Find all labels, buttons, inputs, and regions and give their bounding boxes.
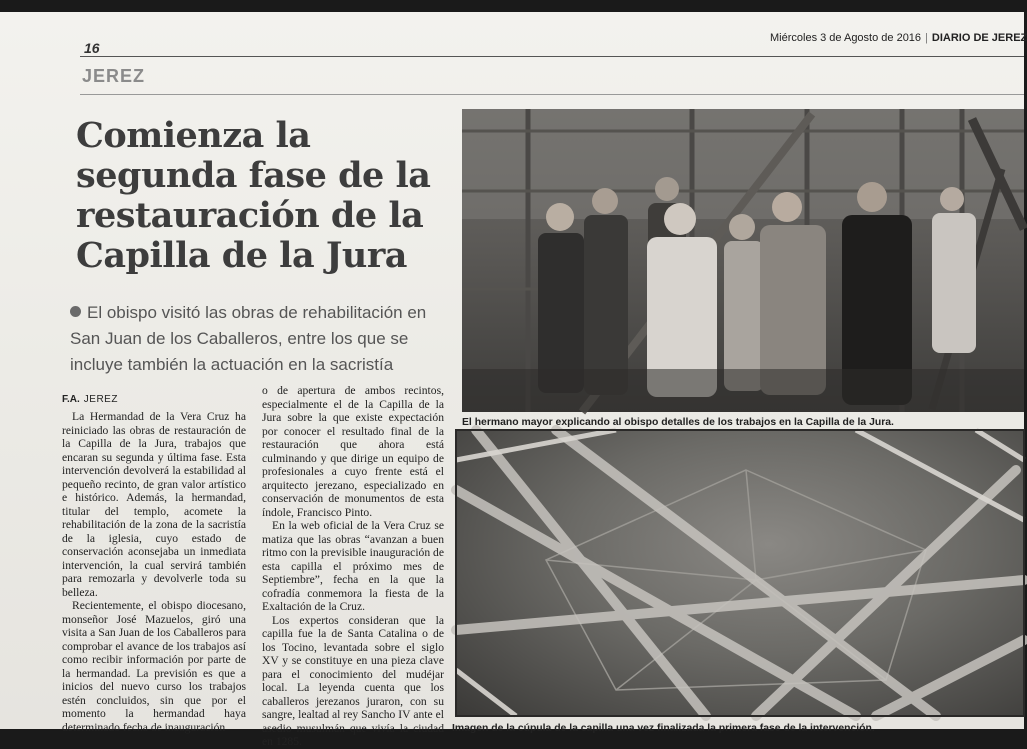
paragraph: Recientemente, el obispo diocesano, monseñor José Mazuelos, giró una visita a San Juan de los Caballeros para comprobar el avance de los trabajos así como recibir información por parte de la hermandad. La previsión es que a inicios del nuevo curso los trabajos estén concluidos, sin que por el momento la hermandad haya determinado fecha de inauguración xyxy=(62,599,246,734)
newspaper-name: DIARIO DE JEREZ xyxy=(931,32,1027,44)
byline-author: F.A. xyxy=(62,394,80,405)
dateline-separator: | xyxy=(925,32,928,44)
paragraph: Los expertos consideran que la capilla fue la de Santa Catalina o de los Tocino, levantada sobre el siglo XV y se constituye en una pieza clave para el conocimiento del mudéjar local. La leyenda cuenta que los caballeros jerezanos juraron, con su sangre, lealtad al rey Sancho IV ante el asedio musulmán que vivía la ciudad en 1285. xyxy=(262,613,444,748)
paragraph: La Hermandad de la Vera Cruz ha reiniciado las obras de restauración de la Capilla de la Jura, trabajos que encaran su segunda y última fase. Esta intervención devolverá la estabilidad al pequeño recinto, de gran valor artístico e histórico. Además, la hermandad, titular del templo, acomete la rehabilitación de la zona de la sacristía de la iglesia, cuyo estado de conservación aconsejaba un inmediata intervención, la cual servirá también para remozarla y devolverle toda su belleza. xyxy=(62,410,246,599)
article-subhead xyxy=(70,300,450,378)
photo-dome xyxy=(456,430,1024,716)
photo-caption: El hermano mayor explicando al obispo detalles de los trabajos en la Capilla de la Jura. xyxy=(462,417,894,428)
photo-caption: Imagen de la cúpula de la capilla una vez finalizada la primera fase de la intervención. xyxy=(452,723,875,734)
paragraph: En la web oficial de la Vera Cruz se matiza que las obras “avanzan a buen ritmo con la previsible inauguración de esta capilla el próximo mes de Septiembre”, fecha en la que la cofradía conmemora la fiesta de la Exaltación de la Cruz. xyxy=(262,519,444,613)
photo-visit-illustration xyxy=(462,109,1024,412)
photo-visit xyxy=(462,109,1024,412)
paragraph: o de apertura de ambos recintos, especialmente el de la Capilla de la Jura sobre la que existe expectación por conocer el resultado final de la restauración que ahora está culminando y que dirige un equipo de profesionales a cuyo frente está el arquitecto jerezano, especializado en conservación de monumentos de esta índole, Francisco Pinto. xyxy=(262,384,444,519)
dateline xyxy=(770,32,1027,44)
article-column-2 xyxy=(262,384,444,749)
section-label: JEREZ xyxy=(82,66,146,86)
article-headline: Comienza la segunda fase de la restauración de la Capilla de la Jura xyxy=(76,115,431,276)
subhead-text: El obispo visitó las obras de rehabilitación en San Juan de los Caballeros, entre los que se incluye también la actuación en la sacristía xyxy=(70,303,427,374)
issue-date: Miércoles 3 de Agosto de 2016 xyxy=(770,32,922,44)
header-rule xyxy=(80,56,1024,57)
bullet-icon xyxy=(70,306,81,317)
newspaper-page xyxy=(0,12,1027,748)
section-rule xyxy=(80,94,1024,95)
byline xyxy=(62,394,118,405)
article-column-1 xyxy=(62,410,246,734)
page-number: 16 xyxy=(84,40,100,56)
byline-city: JEREZ xyxy=(83,394,118,405)
photo-dome-illustration xyxy=(456,430,1024,716)
